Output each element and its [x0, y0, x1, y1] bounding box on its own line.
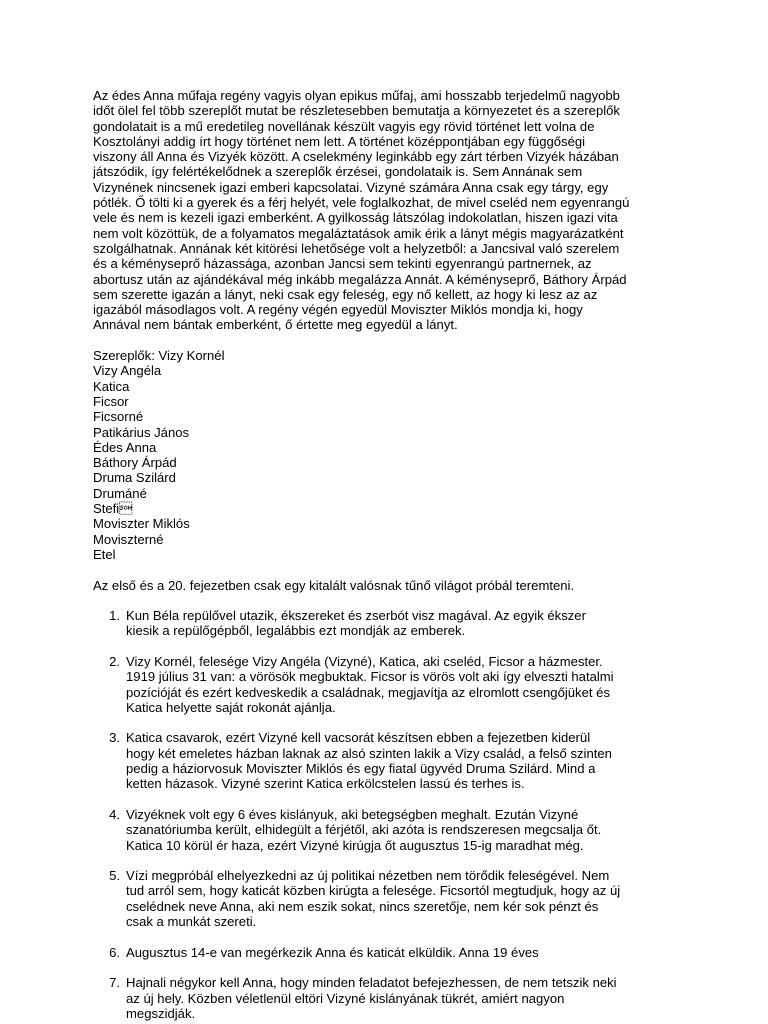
- character-item: Etel: [93, 546, 116, 562]
- character-item: Szereplők: Vizy Kornél: [93, 348, 225, 364]
- character-item: Patikárius János: [93, 424, 190, 440]
- spacer: [93, 562, 693, 577]
- chapter-item: [93, 853, 693, 929]
- chapter-item: [93, 792, 693, 853]
- chapter-text: Vízi megpróbál elhelyezkedni az új politikai nézetben nem törődik feleségével. Nem tud arról sem, hogy katicát közben kirúgta a felesége. Ficsortól megtudjuk, hogy az új cselédnek neve Anna, aki nem eszik sokat, nincs szeretője, nem kér sok pénzt és csak a munkát szereti.: [126, 868, 621, 930]
- character-item: Ficsorné: [93, 409, 144, 425]
- chapter-number: 4.: [109, 806, 120, 822]
- summary-paragraph: Az édes Anna műfaja regény vagyis olyan epikus műfaj, ami hosszabb terjedelmű nagyobb időt ölel fel több szereplőt mutat be részletesebben bemutatja a környezetet és a szereplők gondolatait is a mű eredetileg novellának készült vagyis egy rövid történet lett volna de Kosztolányi addig írt hogy történet nem lett. A történet középpontjában egy függőségi viszony áll Anna és Vizyék között. A cselekmény leginkább egy zárt térben Vizyék házában játszódik, így felértékelődnek a szereplők érzései, gondolataik is. Sem Annának sem Vizynének nincsenek igazi emberi kapcsolatai. Vizyné számára Anna csak egy tárgy, egy pótlék. Ő tölti ki a gyerek és a férj helyét, vele foglalkozhat, de mivel cseléd nem egyenrangú vele és nem is kezeli igazi emberként. A gyilkosság látszólag indokolatlan, hiszen igazi vita nem volt közöttük, de a folyamatos megaláztatások amik érik a lányt mégis magyarázatként szolgálhatnak. Annának két kitörési lehetősége volt a helyzetből: a Jancsival való szerelem és a kéményseprő házassága, azonban Jancsi sem tekinti egyenrangú partnernek, az abortusz után az ajándékával még inkább megalázza Annát. A kéményseprő, Báthory Árpád sem szerette igazán a lányt, neki csak egy feleség, egy nő kellett, az hogy ki lesz az az igazából másodlagos volt. A regény végén egyedül Moviszter Miklós mondja ki, hogy Annával nem bántak emberként, ő értette meg egyedül a lányt.: [93, 88, 630, 333]
- chapter-text: Vizyéknek volt egy 6 éves kislányuk, aki betegségben meghalt. Ezután Vizyné szanatóriumba került, elhidegült a férjétől, aki azóta is rendszeresen megcsalja őt. Katica 10 körül ér haza, ezért Vizyné kirúgja őt augusztus 15-ig maradhat még.: [126, 806, 602, 853]
- chapter-item: [93, 715, 693, 791]
- chapter-text: Vizy Kornél, felesége Vizy Angéla (Vizyné), Katica, aki cseléd, Ficsor a házmester. 1919 július 31 van: a vörösök megbuktak. Ficsor is vörös volt aki így elveszti hatalmi pozícióját és ezért kedveskedik a családnak, megjavítja az elromlott csengőjüket és Katica helyette saját rokonát ajánlja.: [126, 653, 614, 715]
- character-item: Édes Anna: [93, 439, 157, 455]
- character-item: Katica: [93, 378, 130, 394]
- chapter-text: Augusztus 14-e van megérkezik Anna és katicát elküldik. Anna 19 éves: [126, 944, 539, 960]
- chapter-item: [93, 593, 693, 639]
- chapter-text: Kun Béla repülővel utazik, ékszereket és zserbót visz magával. Az egyik ékszer kiesik a repülőgépből, legalábbis ezt mondják az emberek.: [126, 608, 586, 639]
- character-list: [93, 348, 693, 562]
- chapters-intro: Az első és a 20. fejezetben csak egy kitalált valósnak tűnő világot próbál teremteni.: [93, 577, 575, 593]
- character-item: Stefi: [93, 501, 133, 517]
- character-item: Druma Szilárd: [93, 470, 176, 486]
- spacer: [93, 333, 693, 348]
- character-item: Báthory Árpád: [93, 455, 177, 471]
- chapter-number: 7.: [109, 975, 120, 991]
- character-item: Moviszter Miklós: [93, 516, 190, 532]
- chapter-number: 6.: [109, 944, 120, 960]
- chapter-number: 3.: [109, 730, 120, 746]
- chapter-number: 5.: [109, 868, 120, 884]
- character-item: Vizy Angéla: [93, 363, 162, 379]
- chapter-item: [93, 639, 693, 715]
- chapter-item: [93, 929, 693, 960]
- chapter-text: Katica csavarok, ezért Vizyné kell vacsorát készítsen ebben a fejezetben kiderül hogy két emeletes házban laknak az alsó szinten lakik a Vizy család, a felső szinten pedig a háziorvosuk Moviszter Miklós és egy fiatal ügyvéd Druma Szilárd. Mind a ketten házasok. Vizyné szerint Katica erkölcstelen lassú és terhes is.: [126, 730, 612, 792]
- character-item: Ficsor: [93, 393, 129, 409]
- chapter-item: [93, 960, 693, 1021]
- character-item: Drumáné: [93, 485, 147, 501]
- chapter-number: 1.: [109, 608, 120, 624]
- chapter-number: 2.: [109, 653, 120, 669]
- chapter-text: Hajnali négykor kell Anna, hogy minden feladatot befejezhessen, de nem tetszik neki az új hely. Közben véletlenül eltöri Vizyné kislányának tükrét, amiért nagyon megszidják.: [126, 975, 617, 1021]
- chapter-list: [93, 593, 693, 1021]
- character-item: Moviszterné: [93, 531, 164, 547]
- document-page: [93, 88, 693, 1021]
